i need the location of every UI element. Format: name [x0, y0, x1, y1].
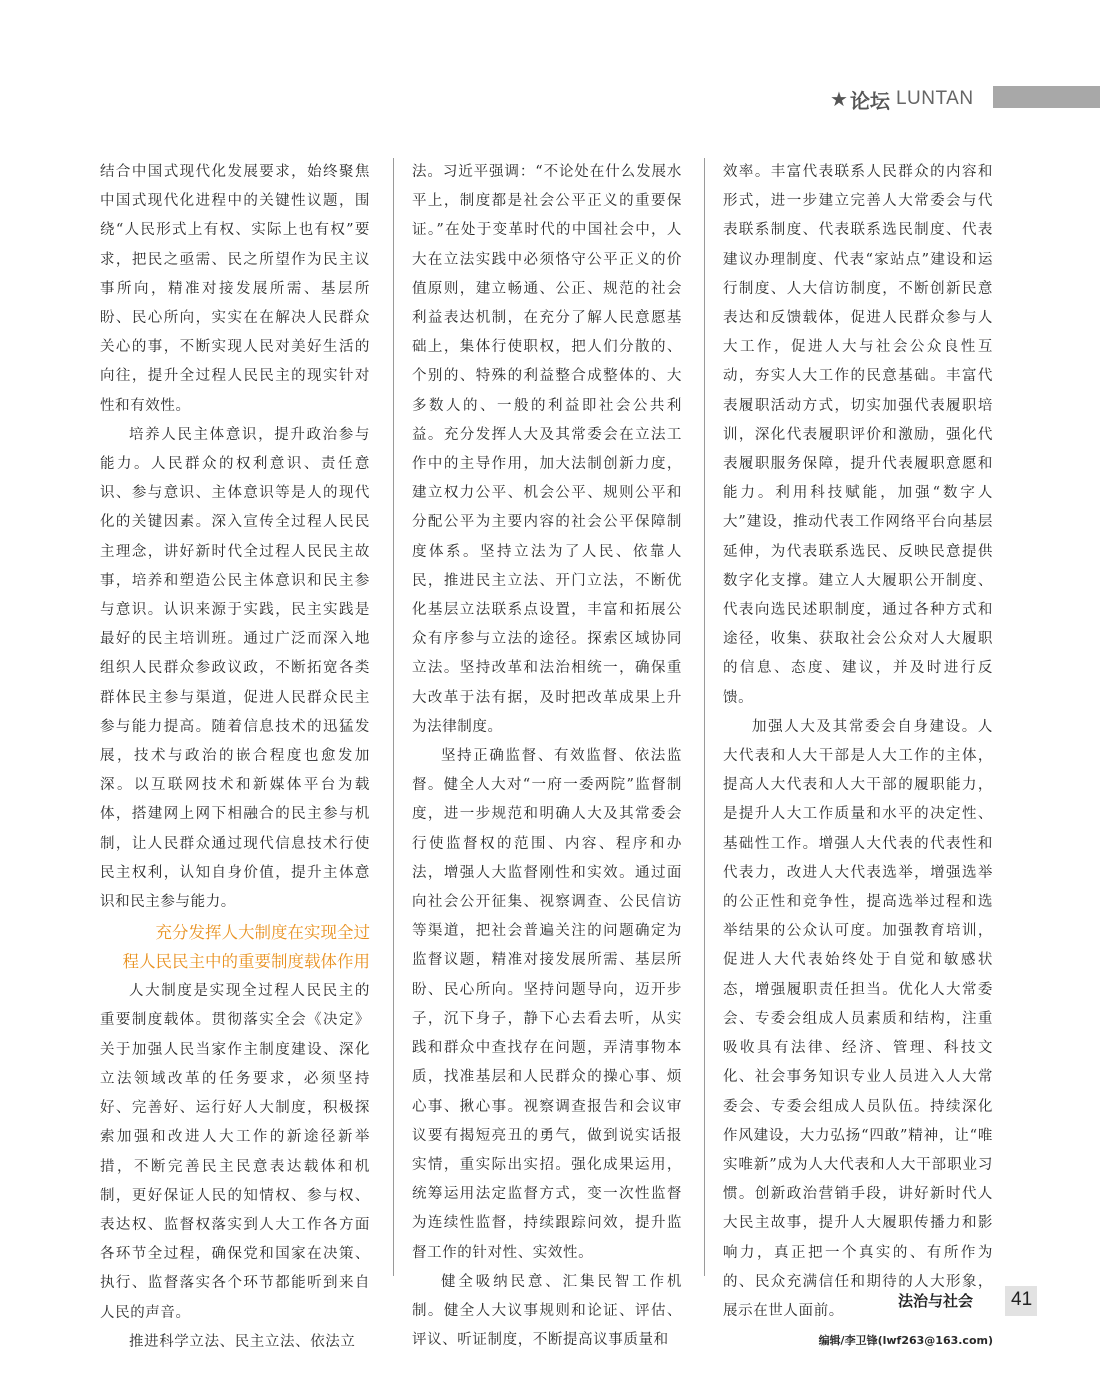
paragraph: 坚持正确监督、有效监督、依法监督。健全人大对“一府一委两院”监督制度，进一步规范和明确人大及其常委会行使监督权的范围、内容、程序和办法，增强人大监督刚性和实效。通过面向社会公开征集、视察调查、公民信访等渠道，把社会普遍关注的问题确定为监督议题，精准对接发展所需、基层所盼、民心所向。坚持问题导向，迈开步子，沉下身子，静下心去看去听，从实践和群众中查找存在问题，弄清事物本质，找准基层和人民群众的操心事、烦心事、揪心事。视察调查报告和会议审议要有揭短亮丑的勇气，做到说实话报实情，重实际出实招。强化成果运用，统筹运用法定监督方式，变一次性监督为连续性监督，持续跟踪问效，提升监督工作的针对性、实效性。 — [412, 748, 682, 1261]
article-column-3 — [723, 158, 993, 1354]
article-column-1 — [100, 158, 370, 1357]
paragraph: 结合中国式现代化发展要求，始终聚焦中国式现代化进程中的关键性议题，围绕“人民形式上有权、实际上也有权”要求，把民之亟需、民之所望作为民主议事所向，精准对接发展所需、基层所盼、民心所向，实实在在解决人民群众关心的事，不断实现人民对美好生活的向往，提升全过程人民民主的现实针对性和有效性。 — [100, 164, 370, 414]
section-heading-line-1: 充分发挥人大制度在实现全过 — [155, 923, 370, 943]
paragraph: 健全吸纳民意、汇集民智工作机制。健全人大议事规则和论证、评估、评议、听证制度，不断提高议事质量和 — [412, 1273, 682, 1349]
magazine-name: 法治与社会 — [898, 1292, 974, 1310]
section-heading — [100, 918, 370, 976]
article-column-2 — [412, 158, 682, 1355]
star-icon: ★ — [830, 87, 848, 111]
header-bar — [993, 86, 1100, 108]
column-divider — [704, 158, 705, 1276]
paragraph: 人大制度是实现全过程人民民主的重要制度载体。贯彻落实全会《决定》关于加强人民当家作主制度建设、深化立法领域改革的任务要求，必须坚持好、完善好、运行好人大制度，积极探索加强和改进人大工作的新途径新举措，不断完善民主民意表达载体和机制，更好保证人民的知情权、参与权、表达权、监督权落实到人大工作各方面各环节全过程，确保党和国家在决策、执行、监督落实各个环节都能听到来自人民的声音。 — [100, 983, 370, 1321]
paragraph: 推进科学立法、民主立法、依法立 — [129, 1333, 356, 1350]
paragraph: 效率。丰富代表联系人民群众的内容和形式，进一步建立完善人大常委会与代表联系制度、代表联系选民制度、代表建议办理制度、代表“家站点”建设和运行制度、人大信访制度，不断创新民意表达和反馈载体，促进人民群众参与人大工作，促进人大与社会公众良性互动，夯实人大工作的民意基础。丰富代表履职活动方式，切实加强代表履职培训，深化代表履职评价和激励，强化代表履职服务保障，提升代表履职意愿和能力。利用科技赋能，加强“数字人大”建设，推动代表工作网络平台向基层延伸，为代表联系选民、反映民意提供数字化支撑。建立人大履职公开制度、代表向选民述职制度，通过各种方式和途径，收集、获取社会公众对人大履职的信息、态度、建议，并及时进行反馈。 — [723, 164, 993, 706]
page-number: 41 — [1011, 1289, 1033, 1310]
section-header — [830, 86, 974, 112]
section-name-cn: 论坛 — [849, 88, 890, 113]
paragraph: 培养人民主体意识，提升政治参与能力。人民群众的权利意识、责任意识、参与意识、主体意识等是人的现代化的关键因素。深入宣传全过程人民民主理念，讲好新时代全过程人民民主故事，培养和塑造公民主体意识和民主参与意识。认识来源于实践，民主实践是最好的民主培训班。通过广泛而深入地组织人民群众参政议政，不断拓宽各类群体民主参与渠道，促进人民群众民主参与能力提高。随着信息技术的迅猛发展，技术与政治的嵌合程度也愈发加深。以互联网技术和新媒体平台为载体，搭建网上网下相融合的民主参与机制，让人民群众通过现代信息技术行使民主权利，认知自身价值，提升主体意识和民主参与能力。 — [100, 426, 370, 911]
section-name-en: LUNTAN — [895, 88, 974, 109]
paragraph: 法。习近平强调：“不论处在什么发展水平上，制度都是社会公平正义的重要保证。”在处于变革时代的中国社会中，人大在立法实践中必须恪守公平正义的价值原则，建立畅通、公正、规范的社会利益表达机制，在充分了解人民意愿基础上，集体行使职权，把人们分散的、个别的、特殊的利益整合成整体的、大多数人的、一般的利益即社会公共利益。充分发挥人大及其常委会在立法工作中的主导作用，加大法制创新力度，建立权力公平、机会公平、规则公平和分配公平为主要内容的社会公平保障制度体系。坚持立法为了人民、依靠人民，推进民主立法、开门立法，不断优化基层立法联系点设置，丰富和拓展公众有序参与立法的途径。探索区域协同立法。坚持改革和法治相统一，确保重大改革于法有据，及时把改革成果上升为法律制度。 — [412, 164, 682, 735]
column-divider — [393, 158, 394, 1276]
paragraph: 加强人大及其常委会自身建设。人大代表和人大干部是人大工作的主体，提高人大代表和人大干部的履职能力，是提升人大工作质量和水平的决定性、基础性工作。增强人大代表的代表性和代表力，改进人大代表选举，增强选举的公正性和竞争性，提高选举过程和选举结果的公众认可度。加强教育培训，促进人大代表始终处于自觉和敏感状态，增强履职责任担当。优化人大常委会、专委会组成人员素质和结构，注重吸收具有法律、经济、管理、科技文化、社会事务知识专业人员进入人大常委会、专委会组成人员队伍。持续深化作风建设，大力弘扬“四敢”精神，让“唯实唯新”成为人大代表和人大干部职业习惯。创新政治营销手段，讲好新时代人大民主故事，提升人大履职传播力和影响力，真正把一个真实的、有所作为的、民众充满信任和期待的人大形象，展示在世人面前。 — [723, 718, 993, 1319]
section-heading-line-2: 程人民民主中的重要制度载体作用 — [122, 952, 370, 972]
editor-credit: 编辑/李卫锋(lwf263@163.com) — [818, 1334, 993, 1348]
